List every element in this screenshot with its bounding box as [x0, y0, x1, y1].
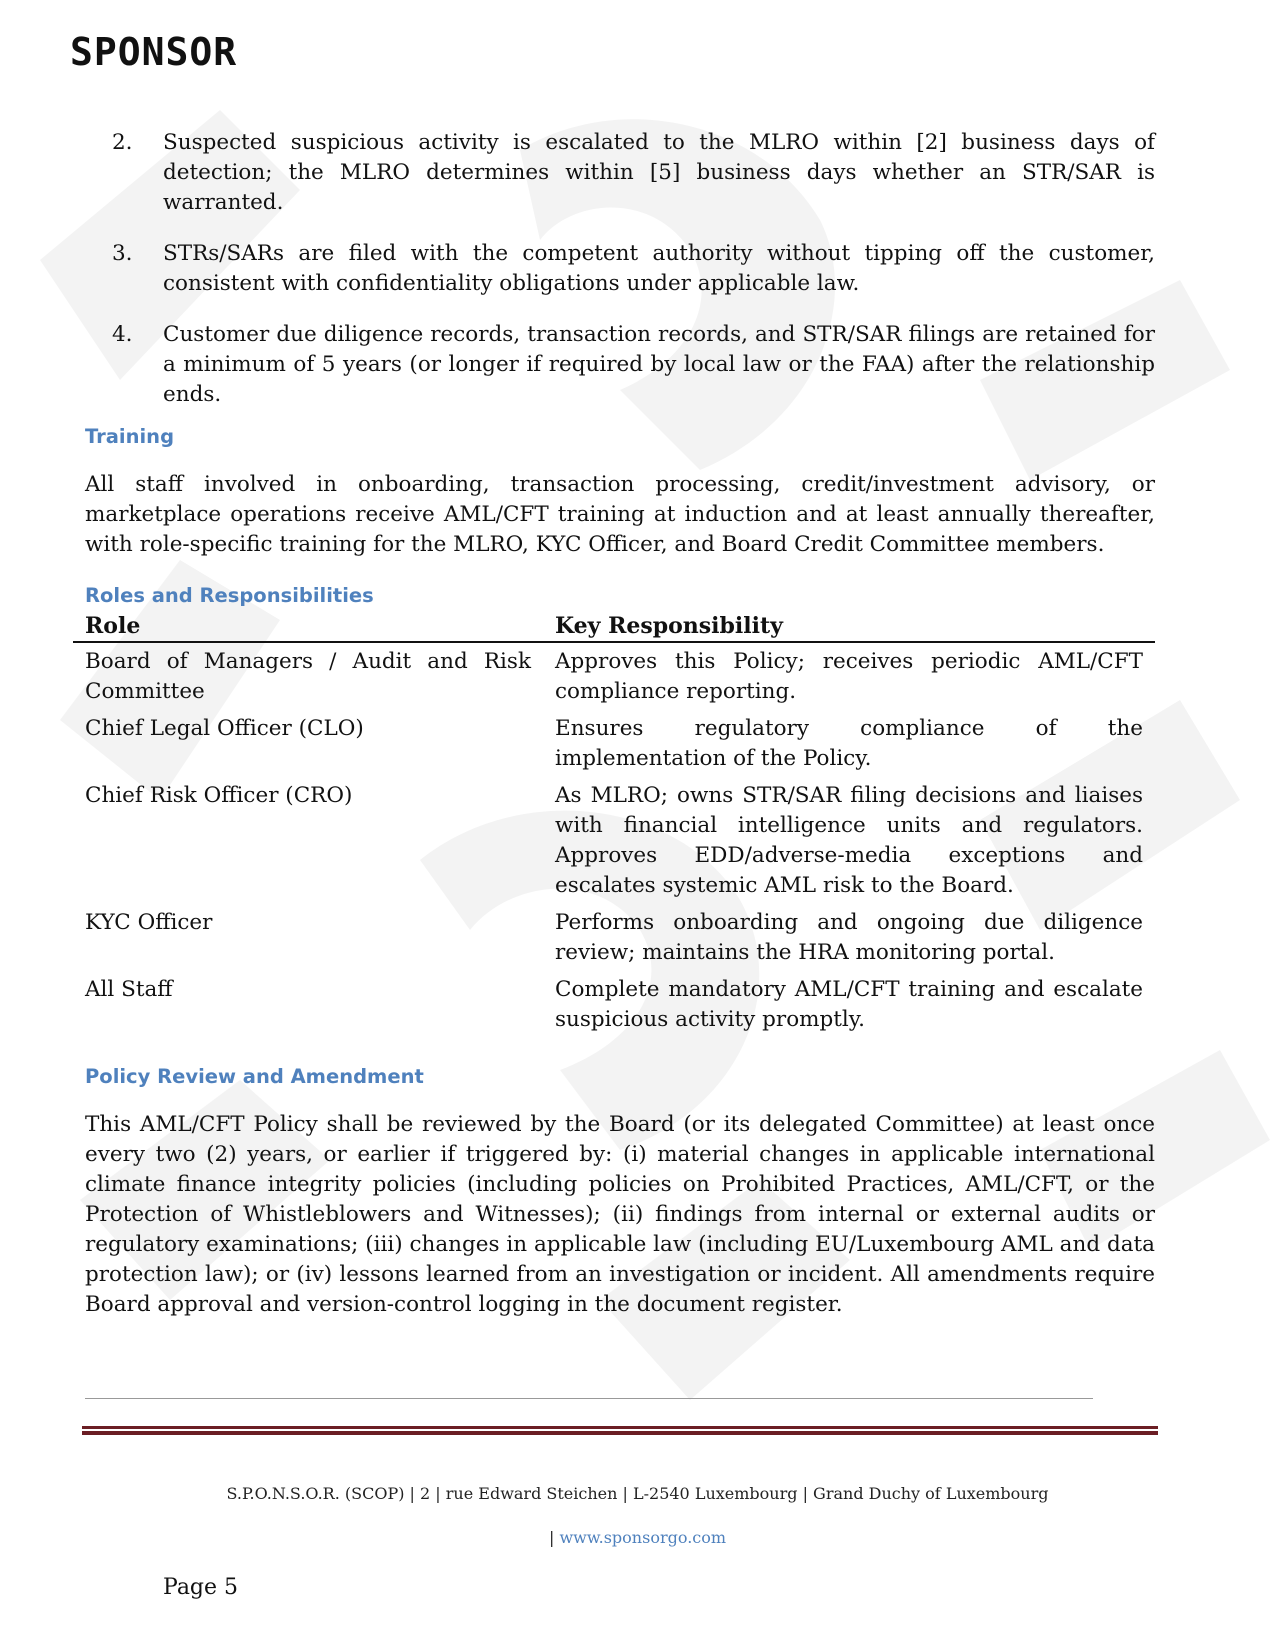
footer-divider [85, 1398, 1093, 1399]
roles-table [73, 609, 1155, 1038]
list-number: 4. [112, 322, 133, 347]
responsibility-cell: Performs onboarding and ongoing due diligence review; maintains the HRA monitoring portal. [555, 910, 1143, 965]
responsibility-cell: Approves this Policy; receives periodic AML/CFT compliance reporting. [555, 649, 1143, 704]
footer-rule [82, 1426, 1158, 1435]
list-text: Customer due diligence records, transaction records, and STR/SAR filings are retained for a minimum of 5 years (or longer if required by local law or the FAA) after the relationship ends. [163, 322, 1155, 407]
table-row [73, 904, 1155, 971]
role-cell: All Staff [85, 977, 173, 1002]
footer-separator: | [548, 1528, 555, 1547]
list-item [85, 239, 1155, 299]
responsibility-cell: Ensures regulatory compliance of the implementation of the Policy. [555, 716, 1143, 771]
list-number: 2. [112, 130, 133, 155]
role-cell: Chief Risk Officer (CRO) [85, 783, 353, 808]
role-cell: Chief Legal Officer (CLO) [85, 716, 364, 741]
table-row [73, 642, 1155, 710]
list-text: STRs/SARs are filed with the competent authority without tipping off the customer, consistent with confidentiality obligations under applicable law. [163, 241, 1155, 296]
role-cell: Board of Managers / Audit and Risk Committee [85, 649, 531, 704]
review-heading: Policy Review and Amendment [85, 1065, 424, 1088]
footer-address: S.P.O.N.S.O.R. (SCOP) | 2 | rue Edward Steichen | L-2540 Luxembourg | Grand Duchy of Luxembourg [226, 1484, 1049, 1503]
role-cell: KYC Officer [85, 910, 213, 935]
list-number: 3. [112, 241, 133, 266]
website-link[interactable]: www.sponsorgo.com [559, 1528, 727, 1547]
review-paragraph: This AML/CFT Policy shall be reviewed by the Board (or its delegated Committee) at least once every two (2) years, or earlier if triggered by: (i) material changes in applicable international climate finance integrity policies (including policies on Prohibited Practices, AML/CFT, or the Protection of Whistleblowers and Witnesses); (ii) findings from internal or external audits or regulatory examinations; (iii) changes in applicable law (including EU/Luxembourg AML and data protection law); or (iv) lessons learned from an investigation or incident. All amendments require Board approval and version-control logging in the document register. [85, 1112, 1155, 1317]
training-paragraph: All staff involved in onboarding, transaction processing, credit/investment advisory, or marketplace operations receive AML/CFT training at induction and at least annually thereafter, with role-specific training for the MLRO, KYC Officer, and Board Credit Committee members. [85, 472, 1155, 557]
column-header-role: Role [73, 609, 543, 642]
list-item [85, 128, 1155, 218]
list-text: Suspected suspicious activity is escalated to the MLRO within [2] business days of detection; the MLRO determines within [5] business days whether an STR/SAR is warranted. [163, 130, 1155, 215]
roles-heading: Roles and Responsibilities [85, 584, 374, 607]
table-row [73, 777, 1155, 904]
document-body [85, 128, 1155, 1320]
responsibility-cell: Complete mandatory AML/CFT training and escalate suspicious activity promptly. [555, 977, 1143, 1032]
numbered-list [85, 128, 1155, 410]
column-header-responsibility: Key Responsibility [543, 609, 1155, 642]
company-logo: SPONSOR [70, 30, 238, 74]
list-item [85, 320, 1155, 410]
table-row [73, 971, 1155, 1038]
table-header-row [73, 609, 1155, 642]
footer-website-line [0, 1528, 1275, 1547]
training-heading: Training [85, 425, 175, 448]
responsibility-cell: As MLRO; owns STR/SAR filing decisions and liaises with financial intelligence units and regulators. Approves EDD/adverse-media exceptions and escalates systemic AML risk to the Board. [555, 783, 1143, 898]
page-number: Page 5 [163, 1575, 239, 1600]
table-row [73, 710, 1155, 777]
